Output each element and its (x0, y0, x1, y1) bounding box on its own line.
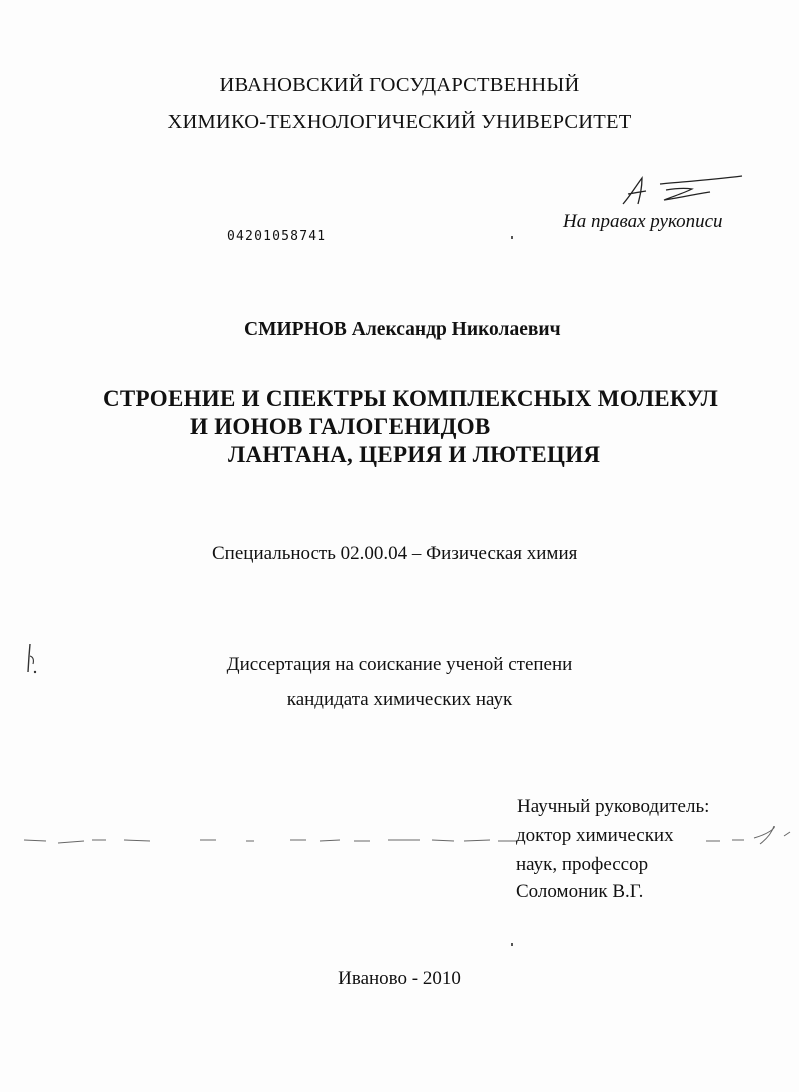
supervisor-name: Соломоник В.Г. (516, 881, 644, 902)
author-name: СМИРНОВ Александр Николаевич (244, 319, 561, 340)
dissertation-title-line3: ЛАНТАНА, ЦЕРИЯ И ЛЮТЕЦИЯ (228, 442, 601, 467)
supervisor-heading: Научный руководитель: (517, 796, 710, 817)
speck (511, 943, 513, 946)
university-name-line1: ИВАНОВСКИЙ ГОСУДАРСТВЕННЫЙ (219, 74, 580, 96)
degree-line2: кандидата химических наук (286, 689, 513, 710)
specialty-line: Специальность 02.00.04 – Физическая химия (212, 543, 578, 564)
manuscript-rights-note: На правах рукописи (563, 211, 723, 232)
inventory-number: 04201058741 (227, 229, 327, 244)
scan-artifact-line (20, 826, 799, 852)
supervisor-degree-line2: наук, профессор (516, 854, 649, 875)
supervisor-degree-line1: доктор химических (516, 825, 674, 846)
signature-mark (620, 174, 750, 210)
place-and-year: Иваново - 2010 (338, 968, 461, 989)
speck (511, 236, 513, 239)
dissertation-title-line2: И ИОНОВ ГАЛОГЕНИДОВ (190, 414, 491, 439)
dissertation-title-line1: СТРОЕНИЕ И СПЕКТРЫ КОМПЛЕКСНЫХ МОЛЕКУЛ (103, 386, 719, 411)
university-name-line2: ХИМИКО-ТЕХНОЛОГИЧЕСКИЙ УНИВЕРСИТЕТ (167, 111, 632, 133)
degree-line1: Диссертация на соискание ученой степени (226, 654, 573, 675)
